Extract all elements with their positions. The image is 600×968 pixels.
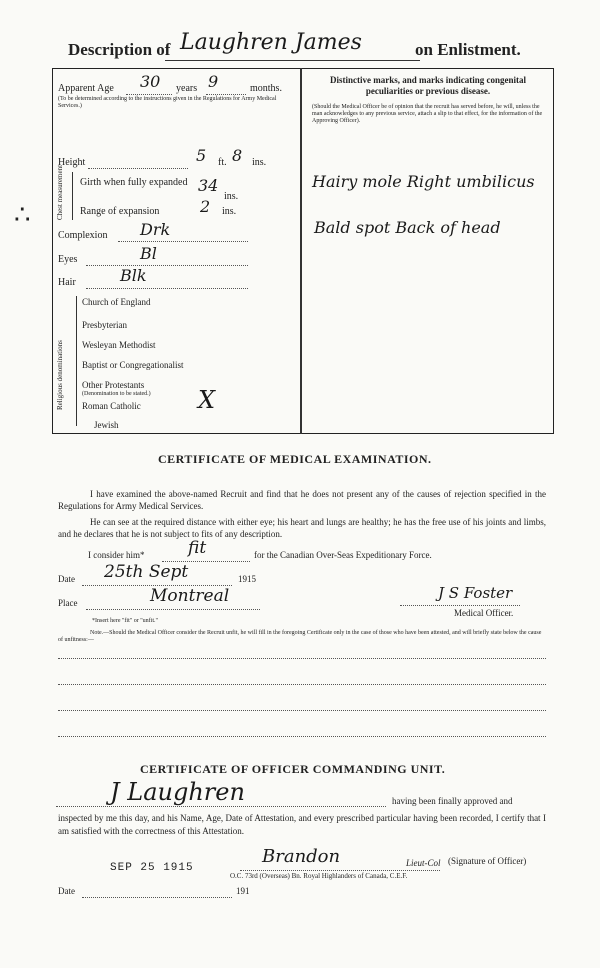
- age-note: (To be determined according to the instructions given in the Regulations for Army Medical Services.): [58, 96, 277, 109]
- girth-label: Girth when fully expanded: [80, 177, 188, 188]
- unfit-line-2: [58, 684, 546, 685]
- officer-signature-line: [240, 870, 440, 871]
- officer-rank: Lieut-Col: [406, 858, 441, 868]
- unfit-line-1: [58, 658, 546, 659]
- denomination-item: Roman Catholic: [82, 401, 141, 411]
- medical-officer-label: Medical Officer.: [454, 608, 514, 618]
- range-value: 2: [200, 197, 211, 216]
- complexion-label: Complexion: [58, 230, 108, 241]
- marks-header: Distinctive marks, and marks indicating congenital peculiarities or previous disease.: [329, 75, 526, 96]
- officer-signature: Brandon: [262, 846, 341, 867]
- hair-line: [86, 288, 248, 289]
- eyes-value: Bl: [140, 244, 157, 263]
- unfit-line-3: [58, 710, 546, 711]
- medical-para-1: I have examined the above-named Recruit and find that he does not present any of the causes of rejection specified in the Regulations for Army Medical Services.: [58, 489, 546, 511]
- place-line: [86, 609, 260, 610]
- denomination-item: Wesleyan Methodist: [82, 340, 156, 350]
- medical-title: CERTIFICATE OF MEDICAL EXAMINATION.: [158, 452, 432, 466]
- eyes-label: Eyes: [58, 254, 78, 265]
- range-ins-label: ins.: [222, 206, 237, 217]
- medical-para-2: He can see at the required distance with either eye; his heart and lungs are healthy; he has the free use of his joints and limbs, and he declares that he is not subject to fits of any description.: [58, 517, 546, 539]
- girth-ins-label: ins.: [224, 191, 239, 202]
- age-months-line: [206, 94, 246, 95]
- denomination-note: (Denomination to be stated.): [82, 391, 151, 397]
- religion-mark: X: [198, 386, 216, 414]
- height-ft-value: 5: [196, 146, 207, 165]
- in-label: ins.: [252, 157, 267, 168]
- months-label: months.: [250, 83, 282, 94]
- date-stamp: SEP 25 1915: [110, 862, 194, 874]
- place-label: Place: [58, 598, 78, 608]
- denomination-item: Other Protestants: [82, 380, 145, 390]
- height-line: [88, 168, 188, 169]
- title-suffix: on Enlistment.: [415, 40, 521, 59]
- commanding-title: CERTIFICATE OF OFFICER COMMANDING UNIT.: [140, 762, 446, 776]
- religion-vertical-label: Religious denominations: [56, 340, 64, 410]
- title-name: Laughren James: [180, 30, 362, 55]
- medical-year: 1915: [238, 574, 256, 584]
- officer-unit: O.C. 73rd (Overseas) Bn. Royal Highlanders of Canada, C.E.F.: [230, 872, 408, 880]
- apparent-age-label: Apparent Age: [58, 83, 114, 94]
- insert-note: *Insert here "fit" or "unfit.": [92, 618, 158, 624]
- commanding-date-line: [82, 897, 232, 898]
- unfit-line-4: [58, 736, 546, 737]
- ft-label: ft.: [218, 157, 227, 168]
- years-label: years: [176, 83, 198, 94]
- consider-value: fit: [188, 538, 207, 558]
- medical-date-label: Date: [58, 574, 75, 584]
- marks-line-2: Bald spot Back of head: [314, 218, 501, 237]
- denomination-item: Church of England: [82, 297, 151, 307]
- place-value: Montreal: [150, 586, 230, 606]
- recruit-signature: J Laughren: [110, 778, 245, 806]
- column-divider: [300, 68, 302, 434]
- denomination-item: Presbyterian: [82, 320, 127, 330]
- religion-bracket: [76, 296, 77, 426]
- age-months-value: 9: [208, 72, 219, 91]
- range-label: Range of expansion: [80, 206, 160, 217]
- height-in-value: 8: [232, 146, 243, 165]
- medical-officer-line: [400, 605, 520, 606]
- marks-note: (Should the Medical Officer be of opinion that the recruit has served before, he will, unless the man acknowledges to any previous service, attach a slip to that effect, for the information of the Approving Officer).: [312, 104, 543, 124]
- title-underline: [165, 60, 420, 61]
- girth-value: 34: [198, 176, 219, 195]
- marks-line-1: Hairy mole Right umbilicus: [312, 172, 535, 191]
- hair-value: Blk: [120, 266, 147, 285]
- commanding-text-1: having been finally approved and: [392, 796, 513, 806]
- medical-date-value: 25th Sept: [104, 562, 189, 582]
- medical-officer-signature: J S Foster: [438, 584, 513, 602]
- commanding-text-2: inspected by me this day, and his Name, Age, Date of Attestation, and every prescribed particular having been recorded, I certify that I am satisfied with the correctness of this Attestation.: [58, 813, 546, 836]
- consider-suffix: for the Canadian Over-Seas Expeditionary Force.: [254, 550, 432, 560]
- medical-footnote: Note.—Should the Medical Officer consider the Recruit unfit, he will fill in the foregoing Certificate only in the case of those who have been attested, and will briefly state below the cause of unfitness:—: [58, 630, 542, 643]
- complexion-value: Drk: [140, 220, 171, 239]
- hair-label: Hair: [58, 277, 76, 288]
- title-prefix: Description of: [68, 40, 171, 59]
- eyes-line: [86, 265, 248, 266]
- commanding-date-label: Date: [58, 886, 75, 896]
- complexion-line: [118, 241, 248, 242]
- chest-vertical-label: Chest measurement: [56, 164, 64, 220]
- denomination-item: Jewish: [94, 420, 119, 430]
- chest-bracket: [72, 172, 73, 220]
- commanding-year: 191: [236, 886, 250, 896]
- denomination-item: Baptist or Congregationalist: [82, 360, 184, 370]
- height-label: Height: [58, 157, 86, 168]
- signature-of-officer-label: (Signature of Officer): [448, 856, 527, 866]
- margin-mark: ∴: [14, 200, 31, 229]
- consider-prefix: I consider him*: [88, 550, 145, 560]
- recruit-line: [56, 806, 386, 807]
- age-years-value: 30: [140, 72, 161, 91]
- age-years-line: [126, 94, 172, 95]
